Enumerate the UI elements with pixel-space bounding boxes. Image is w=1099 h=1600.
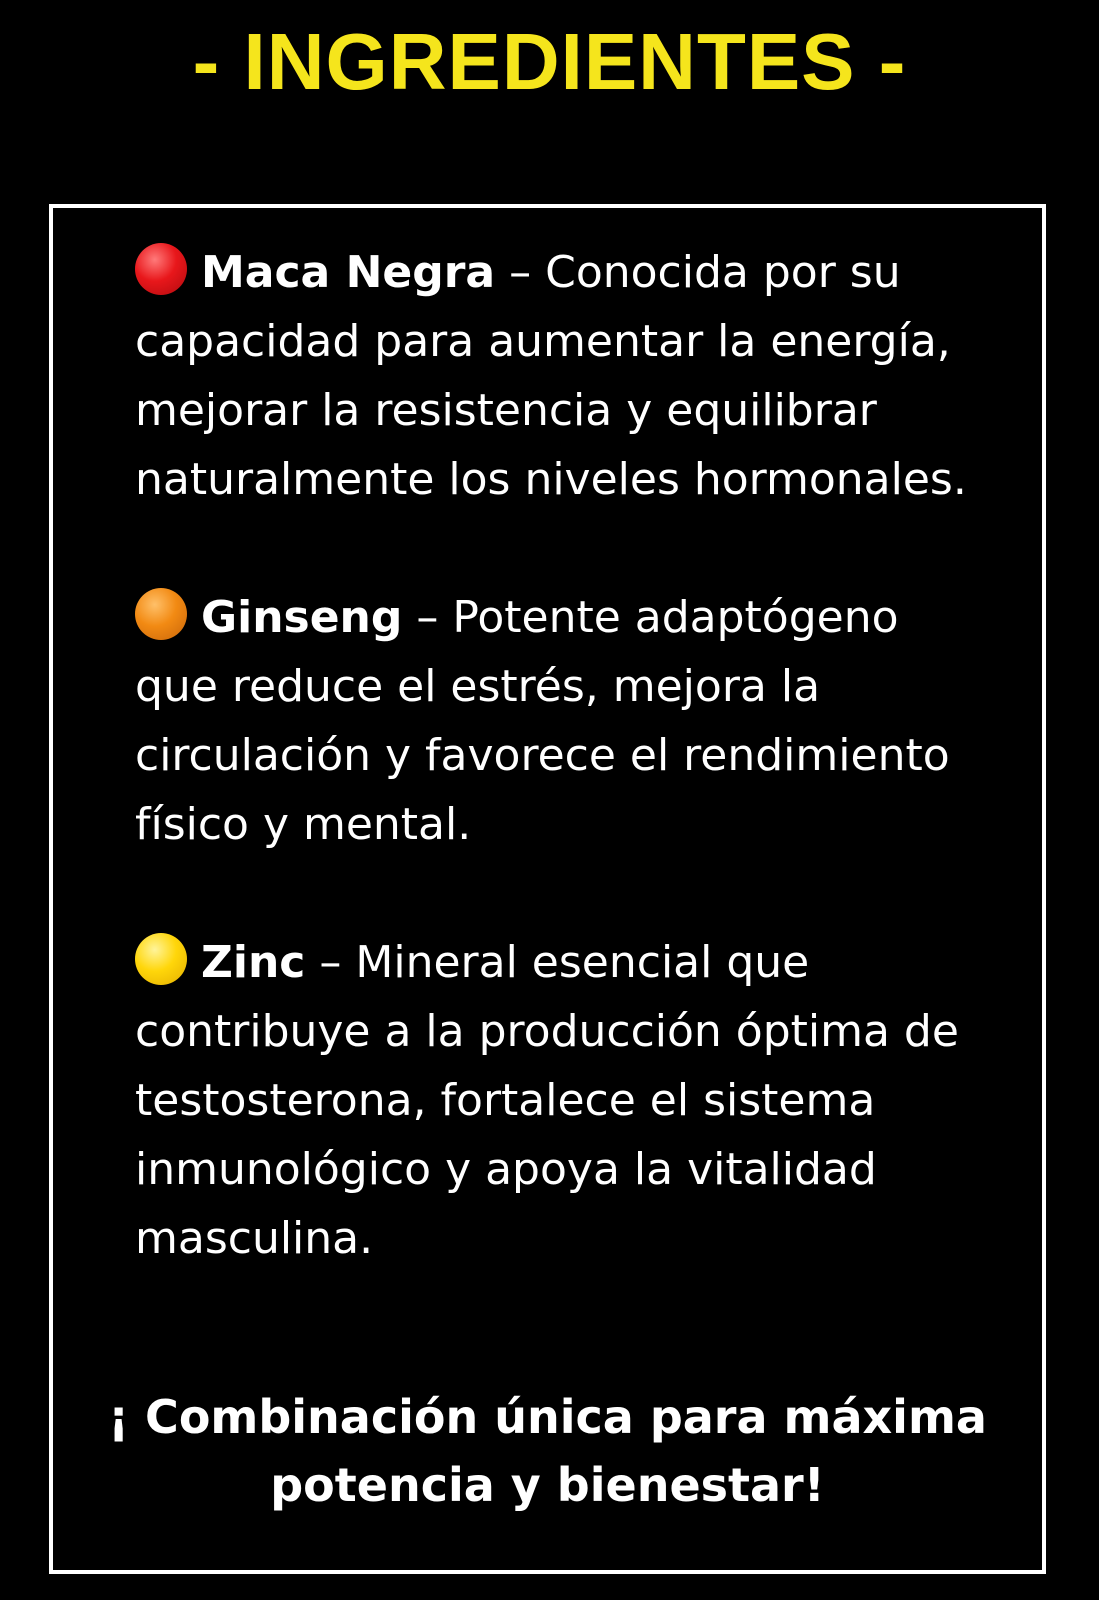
- ingredient-description: Conocida por su capacidad para aumentar la energía, mejorar la resistencia y equilibrar naturalmente los niveles hormonales.: [135, 247, 967, 505]
- ingredient-item-ginseng: [135, 583, 975, 859]
- ingredient-name: Ginseng: [201, 592, 403, 643]
- orange-circle-icon: [135, 588, 187, 640]
- yellow-circle-icon: [135, 933, 187, 985]
- ingredient-description: Potente adaptógeno que reduce el estrés, mejora la circulación y favorece el rendimiento físico y mental.: [135, 592, 950, 850]
- ingredient-description: Mineral esencial que contribuye a la producción óptima de testosterona, fortalece el sistema inmunológico y apoya la vitalidad masculina.: [135, 937, 959, 1264]
- red-circle-icon: [135, 243, 187, 295]
- ingredients-panel: [49, 204, 1046, 1574]
- ingredient-name: Zinc: [201, 937, 306, 988]
- ingredient-item-maca-negra: [135, 238, 975, 514]
- ingredient-separator: –: [495, 247, 546, 298]
- ingredients-list: [135, 238, 975, 1342]
- ingredient-name: Maca Negra: [201, 247, 496, 298]
- ingredient-item-zinc: [135, 928, 975, 1273]
- closing-line-1: ¡ Combinación única para máxima: [108, 1390, 987, 1444]
- ingredient-separator: –: [402, 592, 453, 643]
- closing-line-2: potencia y bienestar!: [270, 1458, 825, 1512]
- closing-tagline: [53, 1383, 1042, 1519]
- ingredient-separator: –: [305, 937, 356, 988]
- page-title: - INGREDIENTES -: [192, 17, 907, 106]
